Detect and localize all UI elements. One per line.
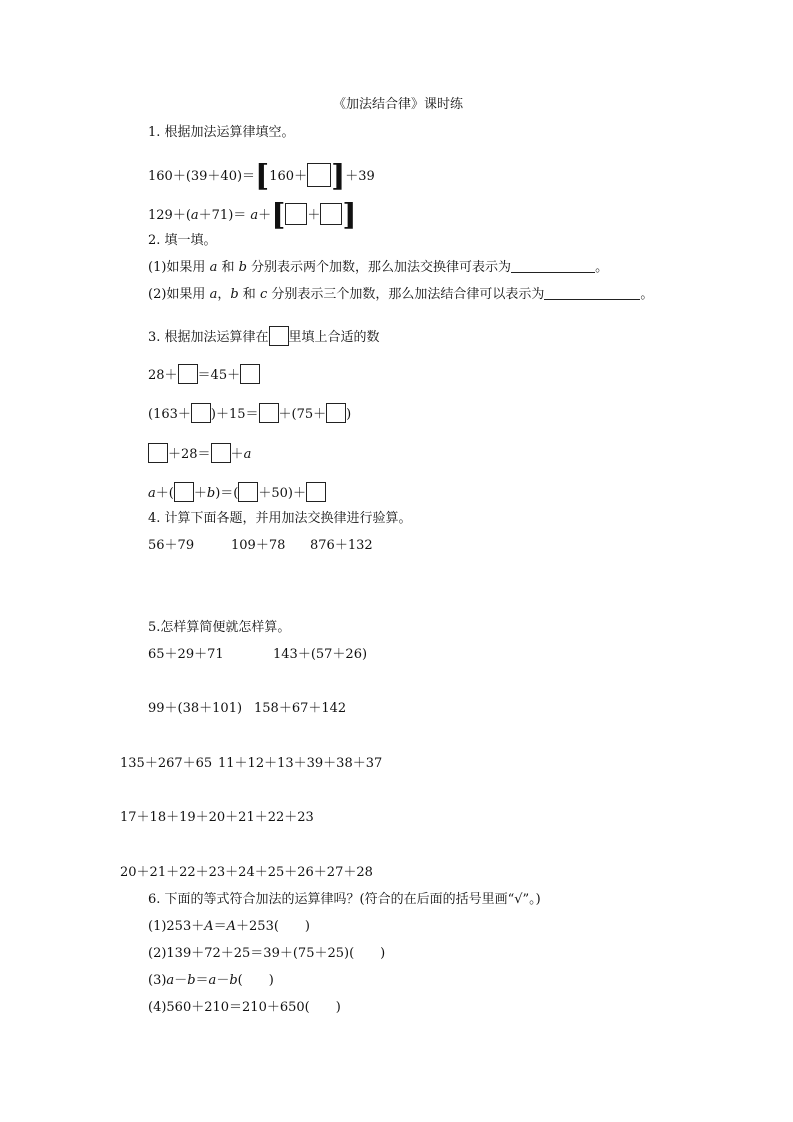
q5-expr: 11＋12＋13＋39＋38＋37 (218, 756, 383, 771)
q1-heading: 1. 根据加法运算律填空。 (148, 125, 295, 140)
q2-s2-p4: 分别表示三个加数，那么加法结合律可以表示为 (267, 287, 545, 302)
q6-i1-b: ＝ (213, 919, 227, 934)
var-a: a (208, 973, 217, 988)
q6-i3-d: － (216, 973, 230, 988)
answer-box[interactable] (240, 364, 260, 384)
q1-line2-text-a: 129＋( (148, 208, 191, 223)
q1-line1-text-a: 160＋(39＋40)＝ (148, 169, 256, 184)
q3-line1 (148, 364, 260, 385)
right-bracket: ] (342, 198, 357, 233)
q2-s2-p2: ， (217, 287, 231, 302)
var-a: a (243, 447, 252, 462)
answer-box[interactable] (307, 163, 331, 187)
answer-box[interactable] (259, 403, 279, 423)
var-b: b (238, 260, 247, 275)
q3-l2-c: ＋(75＋ (278, 407, 327, 422)
var-A: A (226, 919, 237, 934)
q2-s2-end: 。 (640, 287, 654, 302)
box-symbol (269, 326, 289, 346)
q3-heading (148, 326, 380, 347)
q5-expr: 17＋18＋19＋20＋21＋22＋23 (120, 810, 314, 825)
var-c: c (259, 287, 268, 302)
q2-statement-1 (148, 259, 608, 277)
var-b: b (187, 973, 196, 988)
var-a: a (209, 287, 218, 302)
q3-line2 (148, 403, 351, 424)
q3-l4-d: ＋50)＋ (258, 486, 306, 501)
answer-box[interactable] (148, 443, 168, 463)
answer-box[interactable] (238, 482, 258, 502)
q3-heading-a: 3. 根据加法运算律在 (148, 330, 269, 345)
fill-blank[interactable] (544, 287, 640, 300)
q4-heading: 4. 计算下面各题，并用加法交换律进行验算。 (148, 511, 412, 526)
var-a: a (250, 208, 259, 223)
q2-s1-p3: 分别表示两个加数，那么加法交换律可表示为 (246, 260, 512, 275)
answer-box[interactable] (320, 203, 342, 225)
var-b: b (230, 287, 239, 302)
q3-l2-a: (163＋ (148, 407, 191, 422)
q4-item-1: 56＋79 (148, 538, 195, 553)
var-b: b (229, 973, 238, 988)
left-bracket: [ (271, 198, 286, 233)
q3-l3-b: ＋ (230, 447, 244, 462)
var-a: a (166, 973, 175, 988)
right-bracket: ] (331, 159, 346, 194)
q6-item-1 (148, 918, 310, 936)
q5-expr: 99＋(38＋101) (148, 701, 243, 716)
q2-s1-p1: (1)如果用 (148, 260, 210, 275)
q2-statement-2 (148, 286, 653, 304)
var-b: b (206, 486, 216, 501)
q2-s2-p3: 和 (238, 287, 260, 302)
q4-item-2: 109＋78 (231, 538, 286, 553)
q3-l4-b: ＋ (193, 486, 207, 501)
q1-line1-text-b: 160＋ (269, 169, 308, 184)
fill-blank[interactable] (511, 260, 595, 273)
q1-line1 (148, 159, 375, 194)
page-title: 《加法结合律》课时练 (333, 97, 464, 112)
q2-heading: 2. 填一填。 (148, 233, 217, 248)
q6-item-3 (148, 972, 274, 990)
var-a: a (148, 486, 156, 501)
q6-i3-a: (3) (148, 973, 167, 988)
q3-line3 (148, 443, 251, 464)
q3-l2-b: )＋15＝ (210, 407, 259, 422)
q1-line2-text-c: ＋ (258, 208, 272, 223)
q6-item-4: (4)560＋210＝210＋650( ) (148, 1000, 341, 1015)
q5-expr: 20＋21＋22＋23＋24＋25＋26＋27＋28 (120, 865, 373, 880)
var-a: a (209, 260, 218, 275)
q4-item-3: 876＋132 (310, 538, 373, 553)
q1-line1-text-c: ＋39 (345, 169, 375, 184)
q3-l2-d: ) (346, 407, 352, 422)
q6-item-2: (2)139＋72＋25＝39＋(75＋25)( ) (148, 946, 386, 961)
q2-s1-end: 。 (595, 260, 609, 275)
q5-expr: 143＋(57＋26) (273, 647, 368, 662)
left-bracket: [ (255, 159, 270, 194)
var-a: a (190, 208, 199, 223)
q3-l4-c: )＝( (215, 486, 239, 501)
q1-line2-text-b: ＋71)＝ (198, 208, 251, 223)
var-A: A (204, 919, 214, 934)
q6-i3-e: ( ) (237, 973, 274, 988)
answer-box[interactable] (211, 443, 231, 463)
q3-l1-a: 28＋ (148, 368, 178, 383)
answer-box[interactable] (191, 403, 211, 423)
q3-heading-b: 里填上合适的数 (288, 330, 380, 345)
q3-l4-a: ＋( (155, 486, 174, 501)
q1-line2-text-d: ＋ (307, 208, 321, 223)
q6-i1-c: ＋253( ) (236, 919, 310, 934)
q2-s1-p2: 和 (217, 260, 239, 275)
answer-box[interactable] (306, 482, 326, 502)
q2-s2-p1: (2)如果用 (148, 287, 210, 302)
q3-line4 (148, 482, 326, 503)
q3-l3-a: ＋28＝ (168, 447, 211, 462)
q6-i1-a: (1)253＋ (148, 919, 205, 934)
answer-box[interactable] (174, 482, 194, 502)
q6-i3-c: ＝ (195, 973, 209, 988)
q1-line2 (148, 198, 357, 233)
q5-expr: 158＋67＋142 (254, 701, 347, 716)
q3-l1-b: ＝45＋ (197, 368, 241, 383)
q5-expr: 65＋29＋71 (148, 647, 224, 662)
q6-i3-b: － (174, 973, 188, 988)
q5-expr: 135＋267＋65 (120, 756, 213, 771)
answer-box[interactable] (285, 203, 307, 225)
q5-heading: 5.怎样算简便就怎样算。 (148, 620, 291, 635)
answer-box[interactable] (326, 403, 346, 423)
q6-heading: 6. 下面的等式符合加法的运算律吗？(符合的在后面的括号里画“√”。) (148, 892, 541, 907)
answer-box[interactable] (178, 364, 198, 384)
